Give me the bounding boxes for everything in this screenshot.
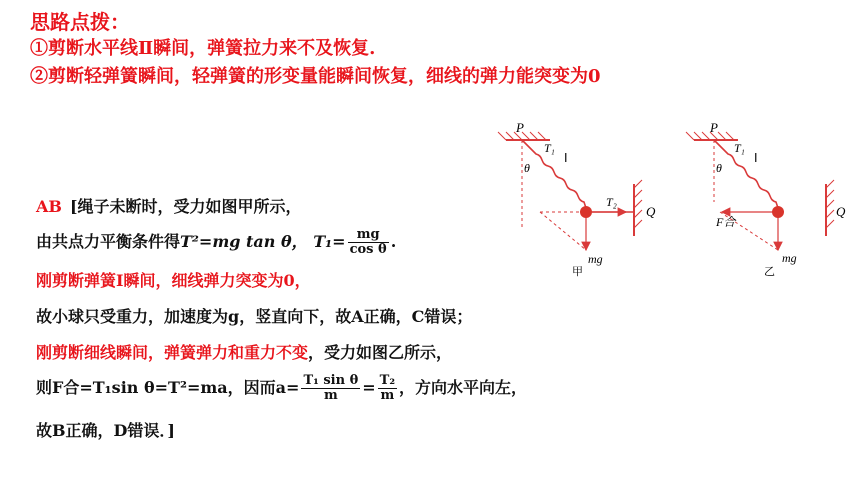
line2-t1: T₁= <box>313 232 346 251</box>
fraction-denominator: m <box>323 388 338 403</box>
answer-label: AB <box>36 197 62 216</box>
hint-point-2: ②剪断轻弹簧瞬间，轻弹簧的形变量能瞬间恢复，细线的弹力能突变为0 <box>30 66 601 87</box>
figure-yi <box>680 118 850 278</box>
answer-line-4: 故小球只受重力，加速度为g，竖直向下，故A正确，C错误； <box>36 307 473 326</box>
hint-title: 思路点拨： <box>30 10 130 34</box>
wall-hatch <box>826 180 834 228</box>
fraction-denominator: cos θ <box>349 242 387 257</box>
fraction-numerator: T₁ sin θ <box>303 373 359 388</box>
answer-line-1 <box>36 194 302 217</box>
hint-point-1: ①剪断水平线Ⅱ瞬间，弹簧拉力来不及恢复. <box>30 38 376 59</box>
label-spring-i: Ⅰ <box>754 151 758 165</box>
label-q: Q <box>646 204 656 219</box>
line6-fraction-1 <box>301 374 360 403</box>
line6-text: 则F合=T₁sin θ=T²=ma，因而a= <box>36 378 300 397</box>
label-t1: T₁ <box>544 141 555 155</box>
line6-fraction-2 <box>378 374 397 403</box>
line2-equation: T²=mg tan θ， <box>180 232 308 251</box>
ball <box>580 206 592 218</box>
answer-line-2 <box>36 228 396 257</box>
line2-text: 由共点力平衡条件得 <box>36 232 181 251</box>
label-t2: T₂ <box>606 195 617 209</box>
line6-end: ，方向水平向左， <box>399 378 528 397</box>
dashed-diagonal <box>540 212 586 250</box>
label-spring-i: Ⅰ <box>564 151 568 165</box>
answer-line-5-rest: ，受力如图乙所示， <box>308 343 453 362</box>
fraction-denominator: m <box>380 388 395 403</box>
answer-line-1-text: [绳子未断时，受力如图甲所示， <box>69 197 302 216</box>
line2-end: . <box>390 232 397 251</box>
caption-yi: 乙 <box>764 265 775 278</box>
answer-line-7: 故B正确，D错误．] <box>36 421 175 440</box>
answer-line-6 <box>36 374 527 403</box>
label-theta: θ <box>524 161 530 175</box>
fraction-numerator: mg <box>348 228 389 243</box>
answer-line-5-red: 刚剪断细线瞬间，弹簧弹力和重力不变 <box>36 343 309 362</box>
wall-hatch <box>634 180 642 228</box>
spring <box>714 140 778 208</box>
label-t1: T₁ <box>734 141 745 155</box>
answer-line-3: 刚剪断弹簧Ⅰ瞬间，细线弹力突变为0， <box>36 271 311 290</box>
label-q: Q <box>836 204 846 219</box>
ball <box>772 206 784 218</box>
caption-jia: 甲 <box>572 265 583 278</box>
label-theta: θ <box>716 161 722 175</box>
label-mg: mg <box>588 252 603 266</box>
line2-fraction <box>348 228 389 257</box>
label-mg: mg <box>782 251 797 265</box>
figure-jia <box>488 118 663 278</box>
label-p: P <box>516 120 524 135</box>
answer-line-5 <box>36 340 452 363</box>
label-f-net: F合 <box>716 215 736 229</box>
label-p: P <box>710 120 718 135</box>
line6-equals: = <box>362 378 376 397</box>
fraction-numerator: T₂ <box>379 373 396 388</box>
